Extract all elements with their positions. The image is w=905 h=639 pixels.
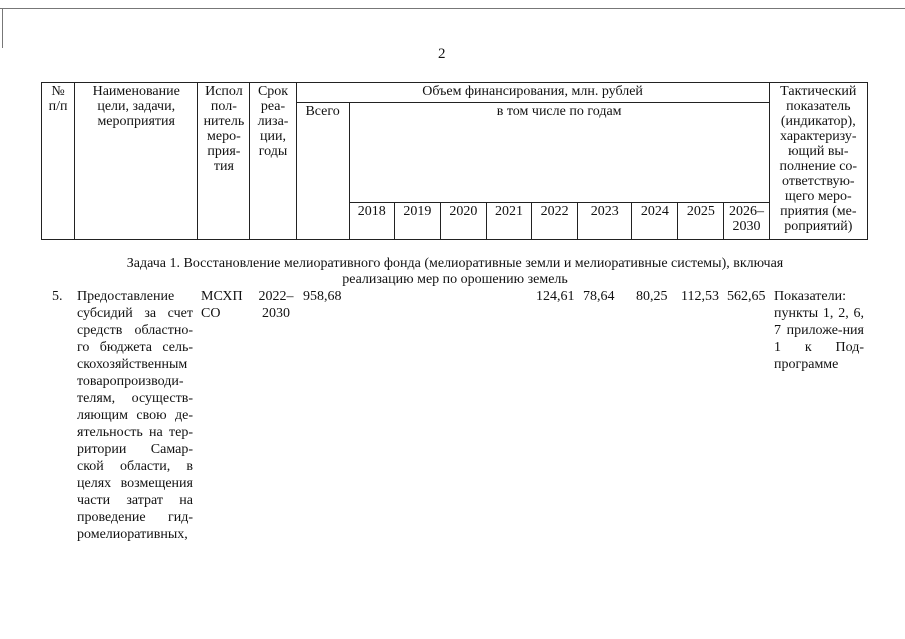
header-col-executor: Испол пол-нитель меро-прия-тия <box>198 83 250 240</box>
page-frame-left-line <box>2 8 3 48</box>
row-executor: МСХП СО <box>201 289 243 321</box>
row-indicator: Показатели: пункты 1, 2, 6, 7 приложе-ния 1 к Под-программе <box>774 289 864 372</box>
header-year-2023: 2023 <box>578 203 632 240</box>
row-value-2024: 80,25 <box>636 289 668 304</box>
task-title: Задача 1. Восстановление мелиоративного фонда (мелиоративные земли и мелиоративные системы), включая реализацию мер по орошению земель <box>126 256 784 287</box>
header-col-num: № п/п <box>42 83 75 240</box>
header-col-total: Всего <box>296 103 349 240</box>
header-col-term: Срок реа-лиза-ции, годы <box>250 83 296 240</box>
row-value-2025: 112,53 <box>681 289 719 304</box>
header-year-2019: 2019 <box>394 203 440 240</box>
row-value-2026-2030: 562,65 <box>727 289 766 304</box>
header-year-2025: 2025 <box>678 203 724 240</box>
header-year-2021: 2021 <box>486 203 531 240</box>
row-activity-name: Предоставление субсидий за счет средств областно-го бюджета сель-скохозяйственным товаропроизводи-телям, осуществ-ляющим свою де-ятельность на тер-ритории Самар-ской области, в целях возмещения части затрат на проведение гид-ромелиоративных, <box>77 289 193 542</box>
page-frame-top-line <box>0 8 905 9</box>
header-col-name: Наименование цели, задачи, мероприятия <box>75 83 198 240</box>
row-total: 958,68 <box>303 289 342 304</box>
header-year-2018: 2018 <box>349 203 394 240</box>
header-year-2020: 2020 <box>440 203 486 240</box>
header-table <box>41 82 868 240</box>
row-value-2022: 124,61 <box>536 289 575 304</box>
header-year-2026-2030: 2026–2030 <box>724 203 769 240</box>
header-year-2024: 2024 <box>632 203 678 240</box>
header-col-by-years: в том числе по годам <box>349 103 769 203</box>
row-value-2023: 78,64 <box>583 289 615 304</box>
header-col-indicator: Тактический показатель (индикатор), характеризу-ющий вы-полнение со-ответствую-щего меро-приятия (ме-роприятий) <box>769 83 867 240</box>
row-number: 5. <box>52 289 63 304</box>
header-year-2022: 2022 <box>532 203 578 240</box>
row-term: 2022– 2030 <box>258 289 294 321</box>
page-number: 2 <box>438 46 446 62</box>
header-col-funding: Объем финансирования, млн. рублей <box>296 83 769 103</box>
